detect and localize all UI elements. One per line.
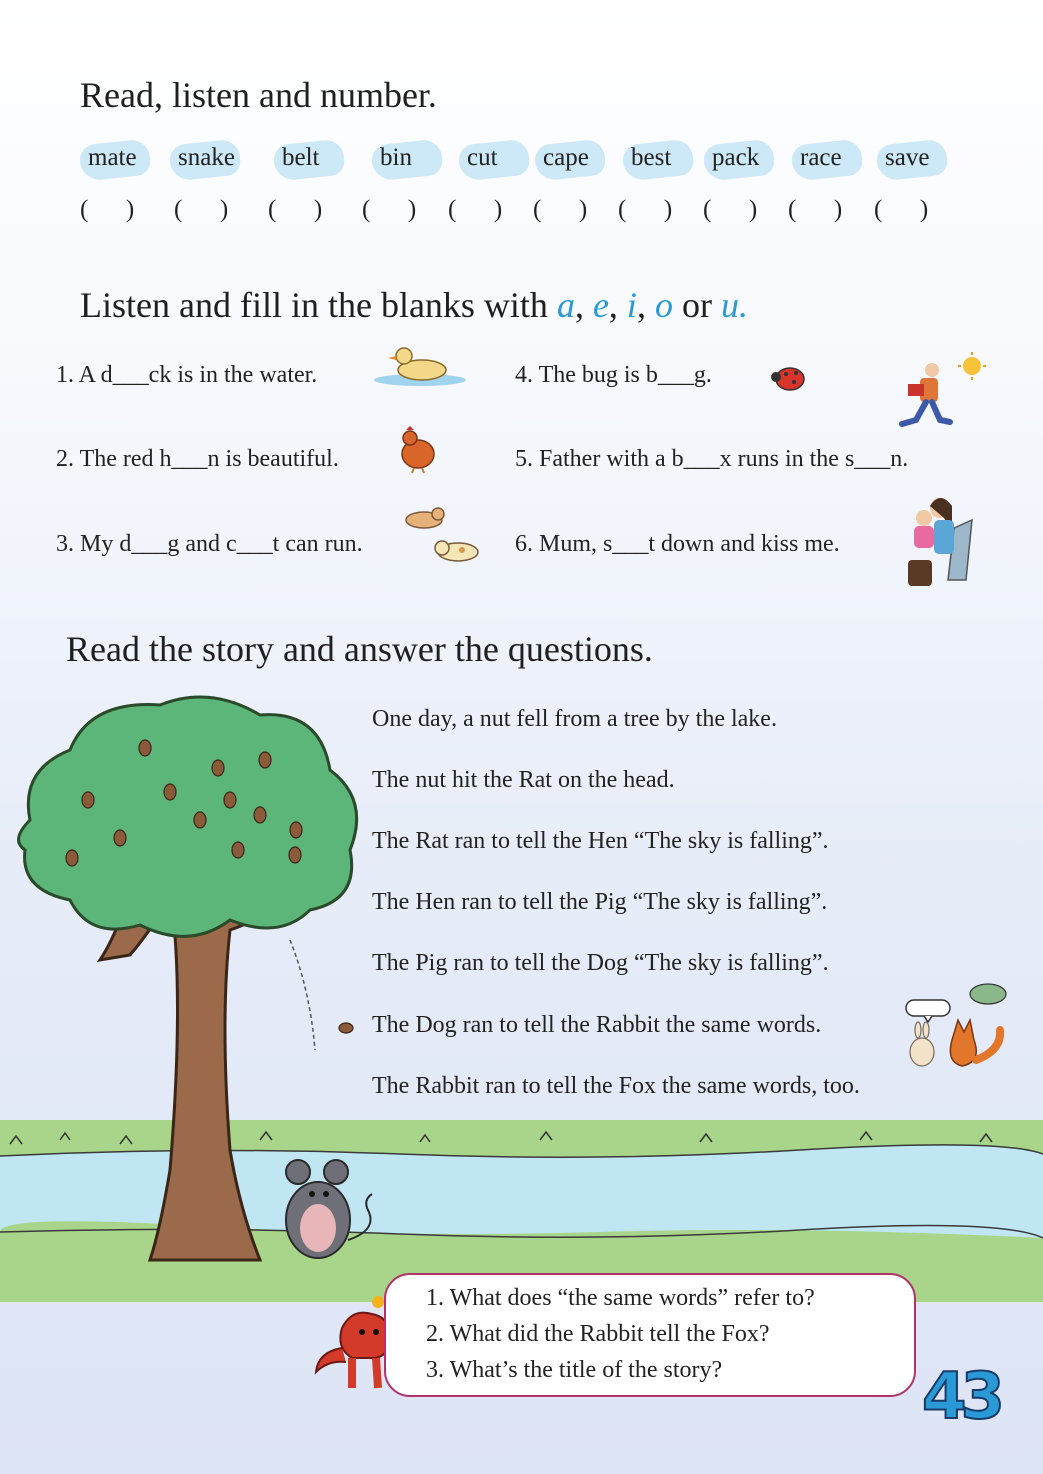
questions-box	[384, 1273, 916, 1397]
dog-and-cat-picture	[398, 502, 494, 568]
number-blank[interactable]: ( )	[268, 196, 323, 223]
word-item: belt	[282, 138, 320, 178]
word-item: bin	[380, 138, 412, 178]
word-item: cape	[543, 138, 589, 178]
page-number: 43	[922, 1360, 1000, 1434]
story-line: The Rabbit ran to tell the Fox the same words, too.	[372, 1073, 860, 1099]
section2-heading: Listen and fill in the blanks with a, e, i, o or u.	[80, 285, 748, 325]
question-1: 1. What does “the same words” refer to?	[426, 1285, 815, 1311]
number-blank[interactable]: ( )	[533, 196, 588, 223]
fill-item-4: 4. The bug is b___g.	[515, 362, 712, 388]
number-blank[interactable]: ( )	[448, 196, 503, 223]
question-3: 3. What’s the title of the story?	[426, 1357, 723, 1383]
number-blank[interactable]: ( )	[874, 196, 929, 223]
mum-and-child-picture	[900, 490, 980, 590]
word-item: snake	[178, 138, 235, 178]
rat-picture	[268, 1150, 388, 1262]
story-line: The nut hit the Rat on the head.	[372, 767, 675, 793]
word-list	[80, 138, 960, 182]
word-item: mate	[88, 138, 137, 178]
number-blank[interactable]: ( )	[618, 196, 673, 223]
section3-heading: Read the story and answer the questions.	[66, 629, 653, 669]
fill-item-6: 6. Mum, s___t down and kiss me.	[515, 531, 840, 557]
hen-picture	[396, 424, 440, 474]
ladybug-picture	[766, 362, 810, 394]
fill-item-5: 5. Father with a b___x runs in the s___n.	[515, 446, 909, 472]
running-father-picture	[890, 350, 990, 440]
word-item: save	[885, 138, 929, 178]
duck-picture	[370, 340, 470, 390]
number-blank[interactable]: ( )	[362, 196, 417, 223]
rabbit-and-fox-picture	[902, 980, 1014, 1072]
number-blank[interactable]: ( )	[788, 196, 843, 223]
word-item: pack	[712, 138, 759, 178]
number-blank[interactable]: ( )	[174, 196, 229, 223]
story-line: The Hen ran to tell the Pig “The sky is falling”.	[372, 889, 828, 915]
fill-item-3: 3. My d___g and c___t can run.	[56, 531, 363, 557]
number-blank[interactable]: ( )	[703, 196, 758, 223]
story-line: The Rat ran to tell the Hen “The sky is falling”.	[372, 828, 829, 854]
story-line: One day, a nut fell from a tree by the lake.	[372, 706, 777, 732]
question-2: 2. What did the Rabbit tell the Fox?	[426, 1321, 770, 1347]
story-line: The Pig ran to tell the Dog “The sky is falling”.	[372, 950, 829, 976]
word-item: cut	[467, 138, 498, 178]
story-line: The Dog ran to tell the Rabbit the same words.	[372, 1012, 822, 1038]
word-item: best	[631, 138, 671, 178]
fill-item-1: 1. A d___ck is in the water.	[56, 362, 318, 388]
fill-item-2: 2. The red h___n is beautiful.	[56, 446, 339, 472]
section1-heading: Read, listen and number.	[80, 75, 437, 115]
number-blank[interactable]: ( )	[80, 196, 135, 223]
word-item: race	[800, 138, 842, 178]
